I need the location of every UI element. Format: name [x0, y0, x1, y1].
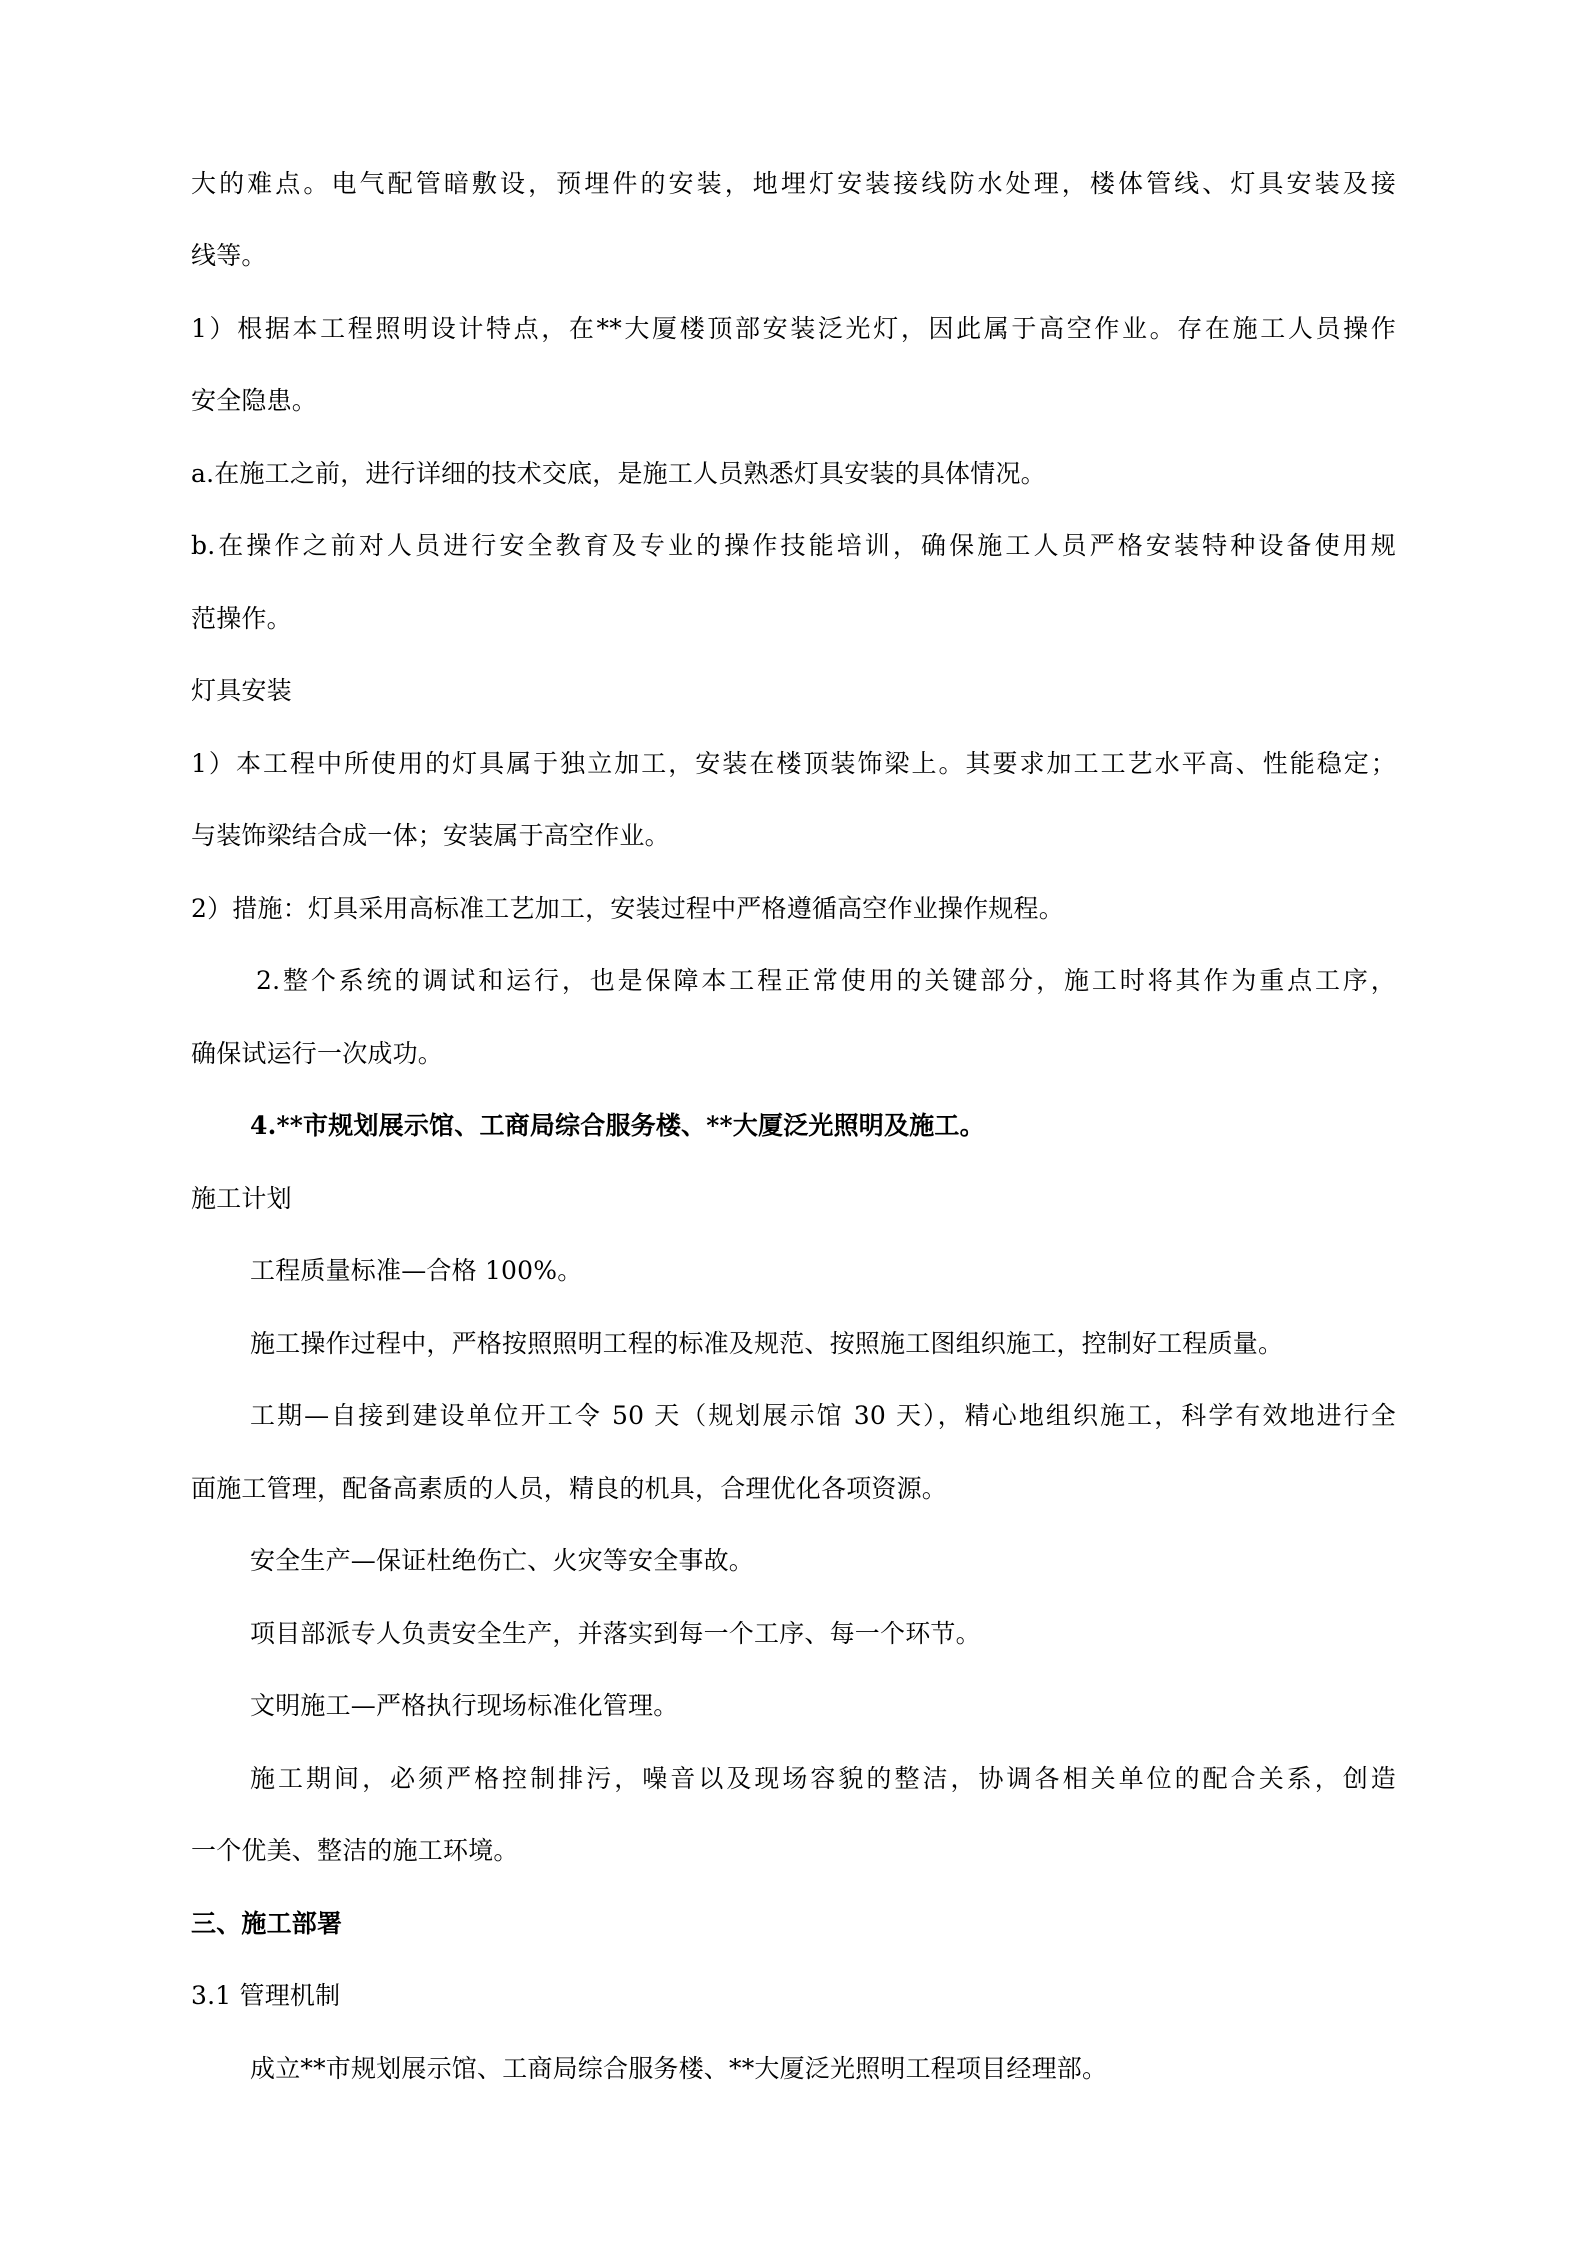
text-line: 2.整个系统的调试和运行，也是保障本工程正常使用的关键部分，施工时将其作为重点工序，: [256, 966, 1396, 995]
text-line: 工程质量标准—合格 100%。: [250, 1256, 583, 1285]
subsection-heading: 3.1 管理机制: [191, 1981, 341, 2010]
text-line: 与装饰梁结合成一体；安装属于高空作业。: [191, 821, 670, 850]
text-line: 1）根据本工程照明设计特点，在**大厦楼顶部安装泛光灯，因此属于高空作业。存在施工人员操作: [191, 314, 1396, 343]
section-heading: 灯具安装: [191, 676, 292, 705]
text-line: 一个优美、整洁的施工环境。: [191, 1836, 519, 1865]
text-line: 1）本工程中所使用的灯具属于独立加工，安装在楼顶装饰梁上。其要求加工工艺水平高、性能稳定；: [191, 749, 1396, 778]
chapter-heading: 三、施工部署: [191, 1909, 343, 1938]
text-line: 安全隐患。: [191, 386, 318, 415]
text-line: 确保试运行一次成功。: [191, 1039, 444, 1068]
text-line: 成立**市规划展示馆、工商局综合服务楼、**大厦泛光照明工程项目经理部。: [250, 2054, 1108, 2083]
text-line: 施工期间，必须严格控制排污，噪音以及现场容貌的整洁，协调各相关单位的配合关系，创造: [250, 1764, 1396, 1793]
text-line: a.在施工之前，进行详细的技术交底，是施工人员熟悉灯具安装的具体情况。: [191, 459, 1046, 488]
text-line: 2）措施：灯具采用高标准工艺加工，安装过程中严格遵循高空作业操作规程。: [191, 894, 1064, 923]
text-line: 大的难点。电气配管暗敷设，预埋件的安装，地埋灯安装接线防水处理，楼体管线、灯具安装及接: [191, 169, 1396, 198]
text-line: 范操作。: [191, 604, 292, 633]
text-line: 项目部派专人负责安全生产，并落实到每一个工序、每一个环节。: [250, 1619, 981, 1648]
text-line: 安全生产—保证杜绝伤亡、火灾等安全事故。: [250, 1546, 755, 1575]
text-line: 线等。: [191, 241, 267, 270]
text-line: 面施工管理，配备高素质的人员，精良的机具，合理优化各项资源。: [191, 1474, 948, 1503]
text-line: 工期—自接到建设单位开工令 50 天（规划展示馆 30 天），精心地组织施工，科学有效地进行全: [250, 1401, 1396, 1430]
section-heading: 施工计划: [191, 1184, 292, 1213]
text-line: b.在操作之前对人员进行安全教育及专业的操作技能培训，确保施工人员严格安装特种设备使用规: [191, 531, 1396, 560]
text-line: 施工操作过程中，严格按照照明工程的标准及规范、按照施工图组织施工，控制好工程质量。: [250, 1329, 1284, 1358]
section-heading: 4.**市规划展示馆、工商局综合服务楼、**大厦泛光照明及施工。: [250, 1111, 985, 1140]
text-line: 文明施工—严格执行现场标准化管理。: [250, 1691, 679, 1720]
